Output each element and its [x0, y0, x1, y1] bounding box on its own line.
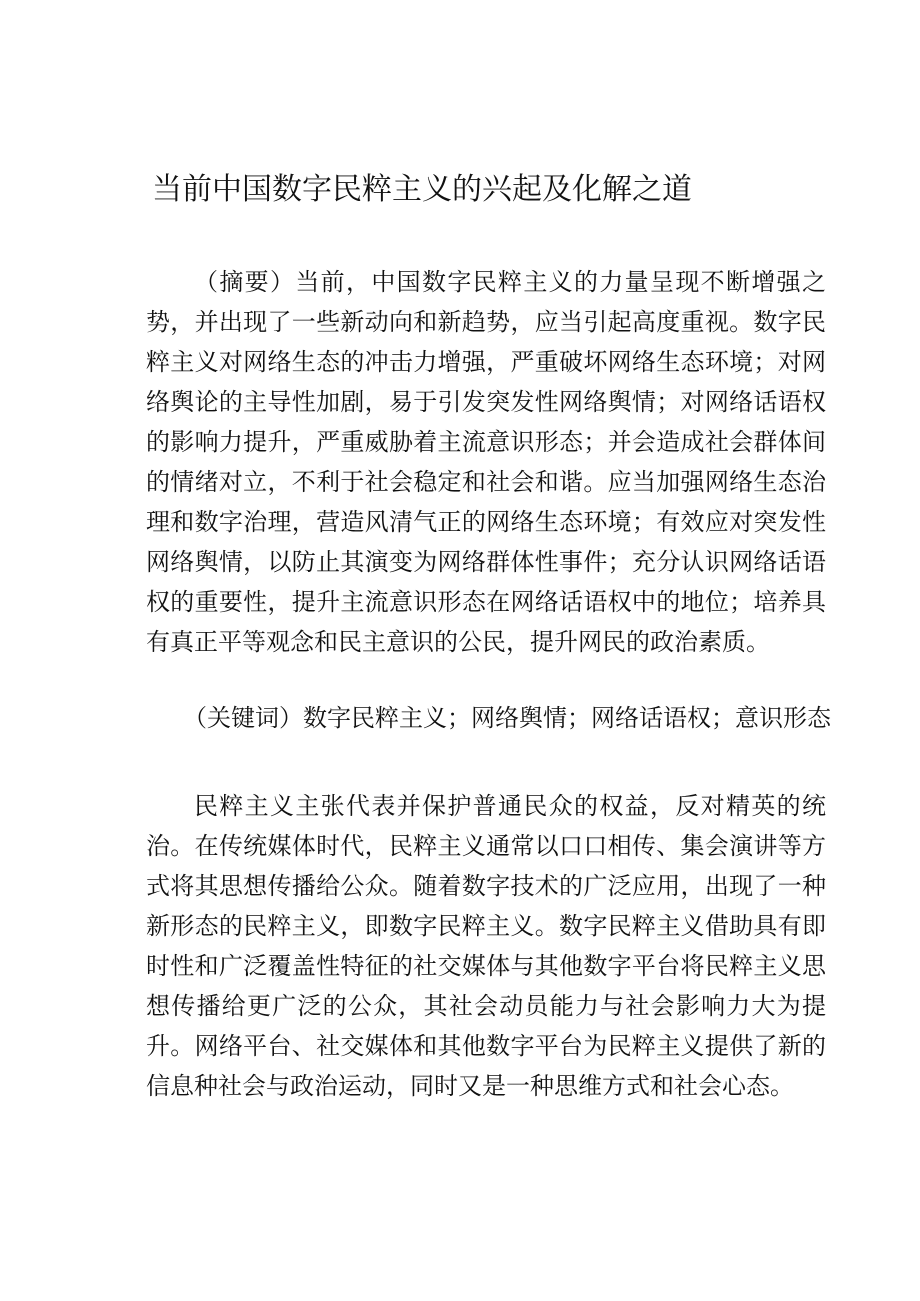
keywords-line [146, 698, 831, 738]
document-title: 当前中国数字民粹主义的兴起及化解之道 [152, 172, 692, 207]
keywords-text: （关键词）数字民粹主义；网络舆情；网络话语权；意识形态 [183, 704, 831, 732]
abstract-paragraph: （摘要）当前，中国数字民粹主义的力量呈现不断增强之势，并出现了一些新动向和新趋势，应当引起高度重视。数字民粹主义对网络生态的冲击力增强，严重破坏网络生态环境；对网络舆论的主导性加剧，易于引发突发性网络舆情；对网络话语权的影响力提升，严重威胁着主流意识形态；并会造成社会群体间的情绪对立，不利于社会稳定和社会和谐。应当加强网络生态治理和数字治理，营造风清气正的网络生态环境；有效应对突发性网络舆情，以防止其演变为网络群体性事件；充分认识网络话语权的重要性，提升主流意识形态在网络话语权中的地位；培养具有真正平等观念和民主意识的公民，提升网民的政治素质。 [146, 268, 826, 656]
body-paragraph: 民粹主义主张代表并保护普通民众的权益，反对精英的统治。在传统媒体时代，民粹主义通常以口口相传、集会演讲等方式将其思想传播给公众。随着数字技术的广泛应用，出现了一种新形态的民粹主义，即数字民粹主义。数字民粹主义借助具有即时性和广泛覆盖性特征的社交媒体与其他数字平台将民粹主义思想传播给更广泛的公众，其社会动员能力与社会影响力大为提升。网络平台、社交媒体和其他数字平台为民粹主义提供了新的信息种社会与政治运动，同时又是一种思维方式和社会心态。 [146, 792, 826, 1100]
